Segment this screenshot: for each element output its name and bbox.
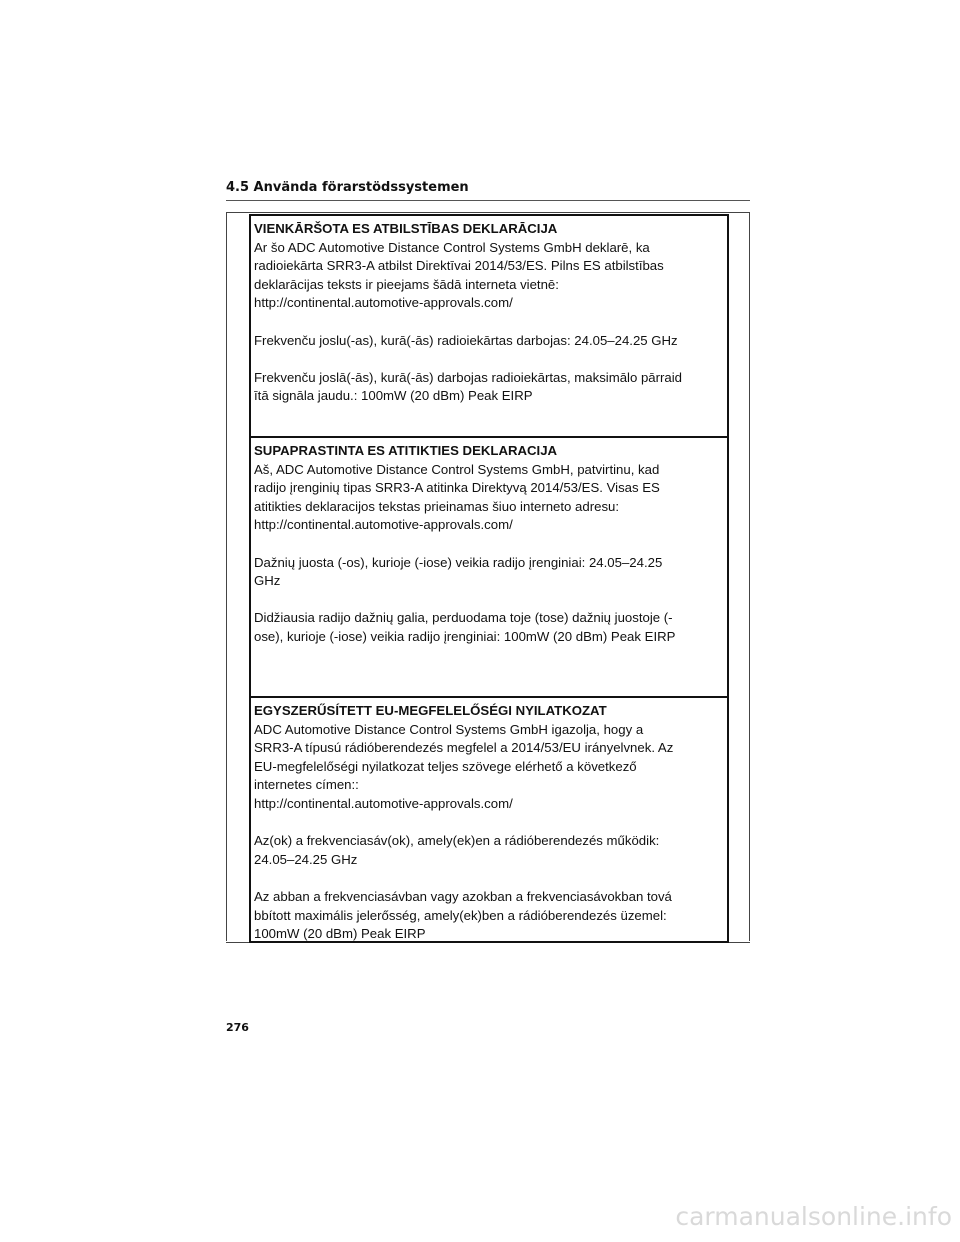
declaration-body-latvian: [254, 239, 727, 406]
declaration-paragraph: Frekvenču joslā(-ās), kurā(-ās) darbojas radioiekārtas, maksimālo pārraid ītā signāla jaudu.: 100mW (20 dBm) Peak EIRP: [254, 369, 683, 404]
declaration-body-lithuanian: [254, 461, 727, 647]
declaration-title-latvian: VIENKĀRŠOTA ES ATBILSTĪBAS DEKLARĀCIJA: [254, 221, 558, 236]
table-left-border: [226, 212, 227, 941]
section-title: 4.5 Använda förarstödssystemen: [226, 180, 469, 195]
declaration-block-hungarian: [251, 698, 727, 941]
declaration-paragraph: Aš, ADC Automotive Distance Control Systems GmbH, patvirtinu, kad radijo įrenginių tipas SRR3-A atitinka Direktyvą 2014/53/ES. Visas ES atitikties deklaracijos tekstas prieinamas šiuo interneto adresu: http://continental.automotive-approvals.com/: [254, 461, 660, 533]
declaration-paragraph: Ar šo ADC Automotive Distance Control Systems GmbH deklarē, ka radioiekārta SRR3-A atbilst Direktīvai 2014/53/ES. Pilns ES atbilstības deklarācijas teksts ir pieejams šādā interneta vietnē: http://continental.automotive-approvals.com/: [254, 239, 664, 311]
declaration-block-latvian: [251, 216, 727, 438]
declaration-paragraph: Frekvenču joslu(-as), kurā(-ās) radioiekārtas darbojas: 24.05–24.25 GHz: [254, 332, 678, 348]
declaration-paragraph: ADC Automotive Distance Control Systems GmbH igazolja, hogy a SRR3-A típusú rádióberendezés megfelel a 2014/53/EU irányelvnek. Az EU-megfelelőségi nyilatkozat teljes szövege elérhető a következő internetes címen:: http://continental.automotive-approvals.com/: [254, 721, 674, 811]
table-right-border: [749, 212, 750, 941]
page-number: 276: [226, 1021, 249, 1034]
declaration-title-hungarian: EGYSZERŰSÍTETT EU-MEGFELELŐSÉGI NYILATKOZAT: [254, 703, 607, 718]
declaration-title-lithuanian: SUPAPRASTINTA ES ATITIKTIES DEKLARACIJA: [254, 443, 558, 458]
declaration-paragraph: Didžiausia radijo dažnių galia, perduodama toje (tose) dažnių juostoje (- ose), kurioje (-iose) veikia radijo įrenginiai: 100mW (20 dBm) Peak EIRP: [254, 610, 676, 644]
declaration-content-box: [249, 214, 729, 943]
watermark-text: carmanualsonline.info: [675, 1202, 952, 1231]
declaration-paragraph: Dažnių juosta (-os), kurioje (-iose) veikia radijo įrenginiai: 24.05–24.25 GHz: [254, 554, 663, 589]
declaration-block-lithuanian: [251, 438, 727, 698]
declaration-paragraph: Az(ok) a frekvenciasáv(ok), amely(ek)en a rádióberendezés működik: 24.05–24.25 GHz: [254, 833, 660, 867]
declaration-body-hungarian: [254, 721, 727, 944]
declaration-paragraph: Az abban a frekvenciasávban vagy azokban a frekvenciasávokban tová bbított maximális jelerősség, amely(ek)ben a rádióberendezés üzemel: 100mW (20 dBm) Peak EIRP: [254, 888, 672, 942]
section-header: [226, 180, 750, 201]
